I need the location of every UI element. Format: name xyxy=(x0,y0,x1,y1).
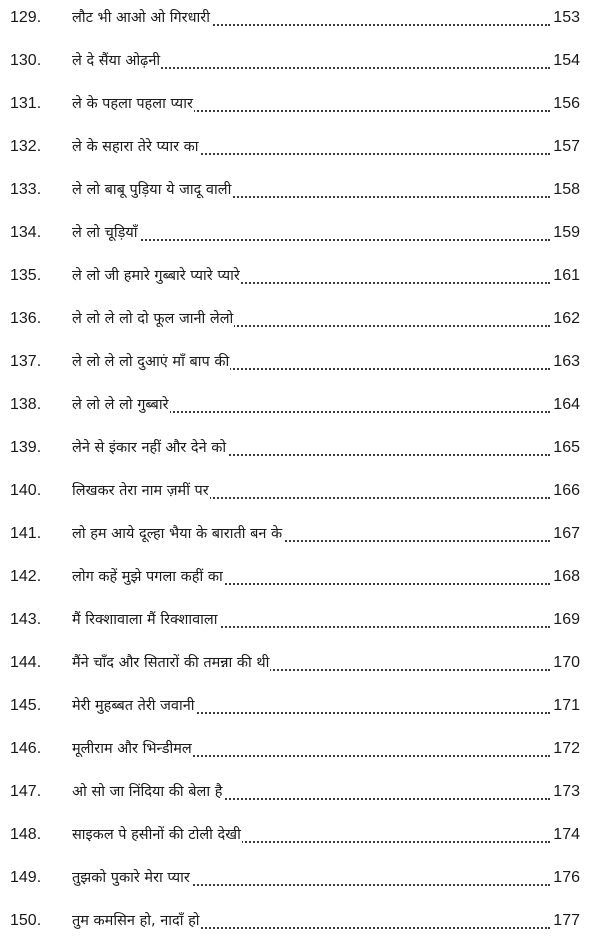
entry-title: मैं रिक्शावाला मैं रिक्शावाला xyxy=(72,609,219,631)
toc-entry[interactable] xyxy=(0,864,600,894)
toc-entry[interactable] xyxy=(0,262,600,292)
entry-number: 141. xyxy=(10,525,42,542)
entry-number: 142. xyxy=(10,568,42,585)
entry-title: तुझको पुकारे मेरा प्यार xyxy=(72,867,191,889)
entry-page-number: 171 xyxy=(550,696,580,716)
toc-entry[interactable] xyxy=(0,692,600,722)
entry-title: मैंने चाँद और सितारों की तमन्ना की थी xyxy=(72,652,270,674)
entry-title: ले लो जी हमारे गुब्बारे प्यारे प्यारे xyxy=(72,265,241,287)
entry-page-number: 154 xyxy=(550,51,580,71)
entry-page-number: 168 xyxy=(550,567,580,587)
entry-number: 143. xyxy=(10,611,42,628)
toc-entry[interactable] xyxy=(0,821,600,851)
entry-page-number: 161 xyxy=(550,266,580,286)
entry-page-number: 174 xyxy=(550,825,580,845)
entry-title: लौट भी आओ ओ गिरधारी xyxy=(72,7,211,29)
toc-entry[interactable] xyxy=(0,520,600,550)
toc-entry[interactable] xyxy=(0,778,600,808)
entry-title: ले के सहारा तेरे प्यार का xyxy=(72,136,200,158)
entry-title: लोग कहें मुझे पगला कहीं का xyxy=(72,566,224,588)
toc-entry[interactable] xyxy=(0,563,600,593)
entry-page-number: 153 xyxy=(550,8,580,28)
entry-number: 139. xyxy=(10,439,42,456)
entry-page-number: 159 xyxy=(550,223,580,243)
entry-title: ले दे सैंया ओढ़नी xyxy=(72,50,161,72)
entry-page-number: 173 xyxy=(550,782,580,802)
toc-entry[interactable] xyxy=(0,477,600,507)
toc-entry[interactable] xyxy=(0,907,600,937)
entry-page-number: 156 xyxy=(550,94,580,114)
entry-number: 133. xyxy=(10,181,42,198)
entry-title: ले लो ले लो दो फूल जानी लेलो xyxy=(72,308,234,330)
entry-number: 144. xyxy=(10,654,42,671)
entry-title: ले लो ले लो गुब्बारे xyxy=(72,394,170,416)
entry-title: साइकल पे हसीनों की टोली देखी xyxy=(72,824,242,846)
entry-page-number: 167 xyxy=(550,524,580,544)
toc-entry[interactable] xyxy=(0,305,600,335)
entry-title: ओ सो जा निंदिया की बेला है xyxy=(72,781,223,803)
entry-title: ले लो चूड़ियाँ xyxy=(72,222,139,244)
entry-page-number: 158 xyxy=(550,180,580,200)
entry-page-number: 176 xyxy=(550,868,580,888)
entry-number: 134. xyxy=(10,224,42,241)
entry-page-number: 177 xyxy=(550,911,580,931)
toc-entry[interactable] xyxy=(0,606,600,636)
toc-entry[interactable] xyxy=(0,649,600,679)
entry-page-number: 163 xyxy=(550,352,580,372)
entry-page-number: 164 xyxy=(550,395,580,415)
entry-title: ले लो बाबू पुड़िया ये जादू वाली xyxy=(72,179,232,201)
toc-entry[interactable] xyxy=(0,391,600,421)
entry-number: 135. xyxy=(10,267,42,284)
entry-title: मेरी मुहब्बत तेरी जवानी xyxy=(72,695,196,717)
entry-page-number: 166 xyxy=(550,481,580,501)
entry-page-number: 172 xyxy=(550,739,580,759)
entry-number: 140. xyxy=(10,482,42,499)
entry-title: लिखकर तेरा नाम ज़मीं पर xyxy=(72,480,210,502)
entry-title: मूलीराम और भिन्डीमल xyxy=(72,738,193,760)
entry-number: 137. xyxy=(10,353,42,370)
toc-entry[interactable] xyxy=(0,219,600,249)
entry-number: 129. xyxy=(10,9,42,26)
entry-page-number: 162 xyxy=(550,309,580,329)
entry-number: 131. xyxy=(10,95,42,112)
entry-page-number: 157 xyxy=(550,137,580,157)
toc-entry[interactable] xyxy=(0,348,600,378)
entry-title: लो हम आये दूल्हा भैया के बाराती बन के xyxy=(72,523,283,545)
entry-number: 136. xyxy=(10,310,42,327)
toc-entry[interactable] xyxy=(0,47,600,77)
entry-number: 146. xyxy=(10,740,42,757)
toc-entry[interactable] xyxy=(0,735,600,765)
entry-title: ले लो ले लो दुआएं माँ बाप की xyxy=(72,351,230,373)
entry-title: लेने से इंकार नहीं और देने को xyxy=(72,437,227,459)
entry-page-number: 169 xyxy=(550,610,580,630)
entry-page-number: 165 xyxy=(550,438,580,458)
entry-page-number: 170 xyxy=(550,653,580,673)
toc-entry[interactable] xyxy=(0,90,600,120)
entry-number: 149. xyxy=(10,869,42,886)
toc-entry[interactable] xyxy=(0,176,600,206)
toc-entry[interactable] xyxy=(0,434,600,464)
toc-entry[interactable] xyxy=(0,4,600,34)
entry-number: 130. xyxy=(10,52,42,69)
dot-leader xyxy=(74,239,550,241)
entry-number: 147. xyxy=(10,783,42,800)
entry-number: 132. xyxy=(10,138,42,155)
entry-number: 148. xyxy=(10,826,42,843)
entry-number: 145. xyxy=(10,697,42,714)
entry-number: 150. xyxy=(10,912,42,929)
entry-title: तुम कमसिन हो, नादाँ हो xyxy=(72,910,201,932)
entry-number: 138. xyxy=(10,396,42,413)
toc-entry[interactable] xyxy=(0,133,600,163)
entry-title: ले के पहला पहला प्यार xyxy=(72,93,194,115)
